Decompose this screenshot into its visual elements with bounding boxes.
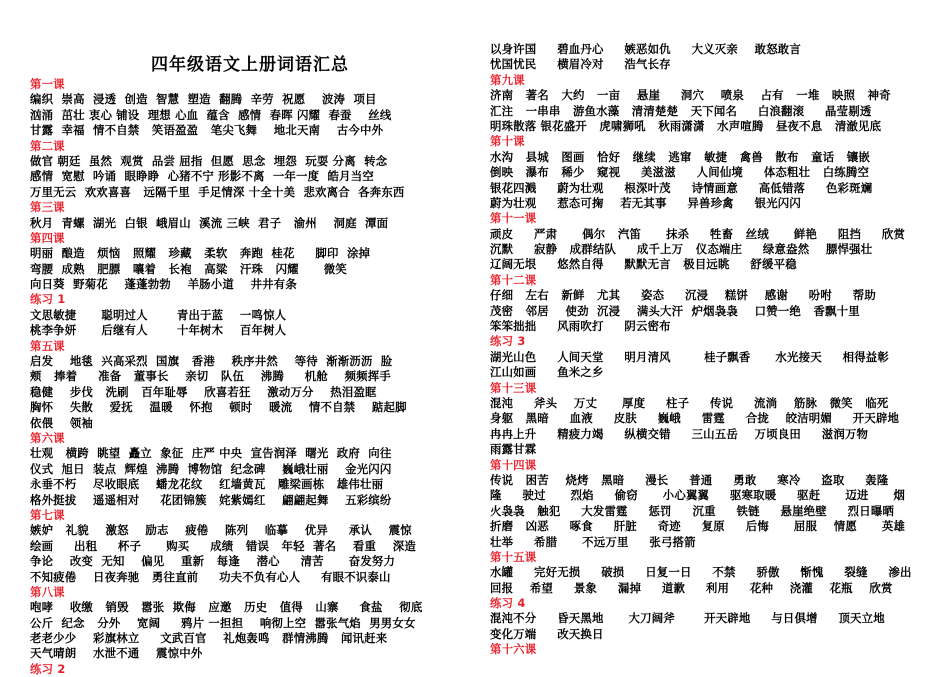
word-line: 忧国忧民 横眉冷对 浩气长存 <box>490 57 671 72</box>
document-title: 四年级语文上册词语汇总 <box>151 55 349 75</box>
word-line: 水沟 县城 图画 恰好 继续 逃窜 敏捷 禽兽 散布 童话 镶嵌 <box>490 149 870 164</box>
word-line: 桃李争妍 后继有人 十年树木 百年树人 <box>30 323 287 338</box>
word-line: 辽阔无垠 悠然自得 默默无言 极目远眺 舒缓平稳 <box>490 257 797 272</box>
lesson-heading: 第十课 <box>490 134 525 149</box>
lesson-heading: 第七课 <box>30 507 65 522</box>
word-line: 混沌不分 昏天黑地 大刀阔斧 开天辟地 与日俱增 顶天立地 <box>490 611 885 626</box>
lesson-heading: 第十四课 <box>490 457 537 472</box>
word-line: 湖光山色 人间天堂 明月清风 桂子飘香 水光接天 相得益彰 <box>490 349 889 364</box>
word-line: 江山如画 鱼米之乡 <box>490 365 604 380</box>
word-line: 回报 希望 景象 漏掉 道歉 利用 花种 浇灌 花瓶 欣赏 <box>490 580 893 595</box>
word-line: 稳健 步伐 洗刷 百年耻辱 欣喜若狂 激动万分 热泪盈眶 <box>30 384 377 399</box>
lesson-heading: 第十一课 <box>490 211 537 226</box>
word-line: 弯腰 成熟 肥膘 嚷着 长袍 高粱 汗珠 闪耀 微笑 <box>30 261 347 276</box>
word-line: 嫉妒 礼貌 激怒 励志 疲倦 陈列 临摹 优异 承认 震惊 <box>30 523 412 538</box>
word-line: 公斤 纪念 分外 宽阔 鸦片 一担担 响彻上空 嚣张气焰 男男女女 <box>30 615 416 630</box>
word-line: 绘画 出租 杯子 购买 成绩 错误 年轻 著名 看重 深造 <box>30 538 416 553</box>
word-line: 济南 著名 大约 一亩 悬崖 洞穴 喷泉 占有 一堆 映照 神奇 <box>490 88 891 103</box>
word-line: 隆 驶过 烈焰 偷窃 小心翼翼 驱寒取暖 驱赶 迈进 烟 <box>490 488 906 503</box>
word-line: 不知疲倦 日夜奔驰 勇往直前 功夫不负有心人 有眼不识泰山 <box>30 569 391 584</box>
word-line: 文思敏捷 聪明过人 青出于蓝 一鸣惊人 <box>30 307 287 322</box>
word-line: 仪式 旭日 装点 辉煌 沸腾 博物馆 纪念碑 巍峨壮丽 金光闪闪 <box>30 461 392 476</box>
right-column <box>490 42 940 658</box>
word-line: 感情 宽慰 吟诵 眼睁睁 心猪不宁 形影不离 一年一度 皓月当空 <box>30 169 374 184</box>
word-line: 甘露 幸福 情不自禁 笑语盈盈 笔尖飞舞 地北天南 古今中外 <box>30 123 384 138</box>
lesson-heading: 第十六课 <box>490 642 537 657</box>
word-line: 冉冉上升 精疲力竭 纵横交错 三山五岳 万顷良田 滋润万物 <box>490 426 869 441</box>
lesson-heading: 第六课 <box>30 430 65 445</box>
word-line: 火袅袅 触犯 大发雷霆 惩罚 沉重 铁链 悬崖绝壁 烈日曝晒 <box>490 503 895 518</box>
word-line: 秋月 青螺 湖光 白银 峨眉山 溪流 三峡 君子 渝州 洞庭 潭面 <box>30 215 389 230</box>
word-line: 做官 朝廷 虽然 观赏 品尝 屈指 但愿 思念 埋怨 玩耍 分离 转念 <box>30 153 388 168</box>
word-line: 向日葵 野菊花 蓬蓬勃勃 羊肠小道 井井有条 <box>30 277 297 292</box>
word-line: 汹涌 茁壮 衷心 铺设 理想 心血 蕴含 感情 春晖 闪耀 春蚕 丝线 <box>30 107 392 122</box>
lesson-heading: 第十三课 <box>490 380 537 395</box>
word-line: 银花四溅 蔚为壮观 根深叶茂 诗情画意 高低错落 色彩斑斓 <box>490 180 873 195</box>
lesson-heading: 练习 1 <box>30 292 66 307</box>
lesson-heading: 第一课 <box>30 77 65 91</box>
word-line: 编织 崇高 浸透 创造 智慧 塑造 翻腾 辛劳 祝愿 波涛 项目 <box>30 92 377 107</box>
word-line: 蔚为壮观 惹态可掬 若无其事 异兽珍禽 银光闪闪 <box>490 195 801 210</box>
lesson-heading: 第十二课 <box>490 272 537 287</box>
word-line: 永垂不朽 尽收眼底 蟠龙花纹 红墙黄瓦 雕梁画栋 雄伟壮丽 <box>30 477 384 492</box>
lesson-heading: 练习 4 <box>490 596 526 611</box>
lesson-heading: 练习 3 <box>490 334 526 349</box>
word-line: 启发 地毯 兴高采烈 国旗 香港 秩序井然 等待 渐渐沥沥 脸 <box>30 354 393 369</box>
word-line: 万里无云 欢欢喜喜 远隔千里 手足情深 十全十美 悲欢离合 各奔东西 <box>30 184 405 199</box>
word-line: 混沌 斧头 万丈 厚度 柱子 传说 流淌 筋脉 微笑 临死 <box>490 395 889 410</box>
word-line: 争论 改变 无知 偏见 重新 每逢 潜心 清苦 奋发努力 <box>30 554 396 569</box>
word-line: 老老少少 彩旗林立 文武百官 礼炮轰鸣 群情沸腾 闻讯赶来 <box>30 631 388 646</box>
lesson-heading: 第十五课 <box>490 549 537 564</box>
lesson-heading: 第五课 <box>30 338 65 353</box>
word-line: 壮观 横跨 眺望 矗立 象征 庄严 中央 宣告润泽 曙光 政府 向往 <box>30 446 392 461</box>
lesson-heading: 第三课 <box>30 200 65 215</box>
word-line: 倒映 瀑布 稀少 窥视 美滋滋 人间仙境 体态粗壮 白练腾空 <box>490 165 870 180</box>
lesson-heading: 第九课 <box>490 72 525 87</box>
word-line: 沉默 寂静 成群结队 成千上万 仪态端庄 绿意盎然 膘悍强壮 <box>490 242 873 257</box>
word-line: 依偎 领袖 <box>30 415 94 430</box>
left-column <box>30 50 470 677</box>
word-line: 身躯 黑暗 血液 皮肤 巍峨 雷霆 合拢 皎洁明媚 开天辟地 <box>490 411 900 426</box>
word-line: 仔细 左右 新鲜 尤其 姿态 沉浸 糕饼 感谢 吩咐 帮助 <box>490 288 876 303</box>
word-line: 咆哮 收缴 销毁 嚣张 欺侮 应邀 历史 值得 山寨 食盐 彻底 <box>30 600 423 615</box>
word-line: 传说 困苦 烧烤 黑暗 漫长 普通 勇敢 寒冷 盗取 轰隆 <box>490 472 889 487</box>
word-line: 明珠散落 银花盛开 虎啸狮吼 秋雨潇潇 水声喧腾 昼夜不息 清澈见底 <box>490 118 882 133</box>
word-line: 雨露甘霖 <box>490 442 537 457</box>
word-line: 胸怀 失散 爱抚 温暖 怀抱 顿时 暖流 情不自禁 踮起脚 <box>30 400 407 415</box>
word-line: 以身许国 碧血丹心 嫉恶如仇 大义灭亲 敢怒敢言 <box>490 42 801 56</box>
lesson-heading: 第八课 <box>30 584 65 599</box>
word-line: 格外挺拔 遥遥相对 花团锦簇 姹紫嫣红 翩翩起舞 五彩缤纷 <box>30 492 392 507</box>
lesson-heading: 第四课 <box>30 230 65 245</box>
word-line: 茂密 邻居 使劲 沉浸 满头大汗 炉烟袅袅 口赞一绝 香飘十里 <box>490 303 860 318</box>
lesson-heading: 练习 2 <box>30 661 66 676</box>
lesson-heading: 第二课 <box>30 138 65 153</box>
word-line: 壮举 希腊 不远万里 张弓搭箭 <box>490 534 696 549</box>
word-line: 变化万端 改天换日 <box>490 626 604 641</box>
word-line: 汇注 一串串 游鱼水藻 清清楚楚 天下闻名 白浪翻滚 晶莹剔透 <box>490 103 872 118</box>
word-line: 明丽 酿造 烦恼 照耀 珍藏 柔软 奔跑 桂花 脚印 涂掉 <box>30 246 371 261</box>
word-line: 水罐 完好无损 破损 日复一日 不禁 骄傲 惭愧 裂缝 渗出 <box>490 565 912 580</box>
word-line: 颊 捧着 准备 董事长 亲切 队伍 沸腾 机舱 频频挥手 <box>30 369 391 384</box>
word-line: 笨笨拙拙 风雨吹打 阴云密布 <box>490 319 671 334</box>
word-line: 顽皮 严肃 偶尔 汽笛 抹杀 牲畜 丝绒 鲜艳 阻挡 欣赏 <box>490 226 906 241</box>
word-line: 天气晴朗 水泄不通 震惊中外 <box>30 646 203 661</box>
word-line: 折磨 凶恶 啄食 肝脏 奇迹 复原 后悔 屈服 情愿 英雄 <box>490 519 906 534</box>
